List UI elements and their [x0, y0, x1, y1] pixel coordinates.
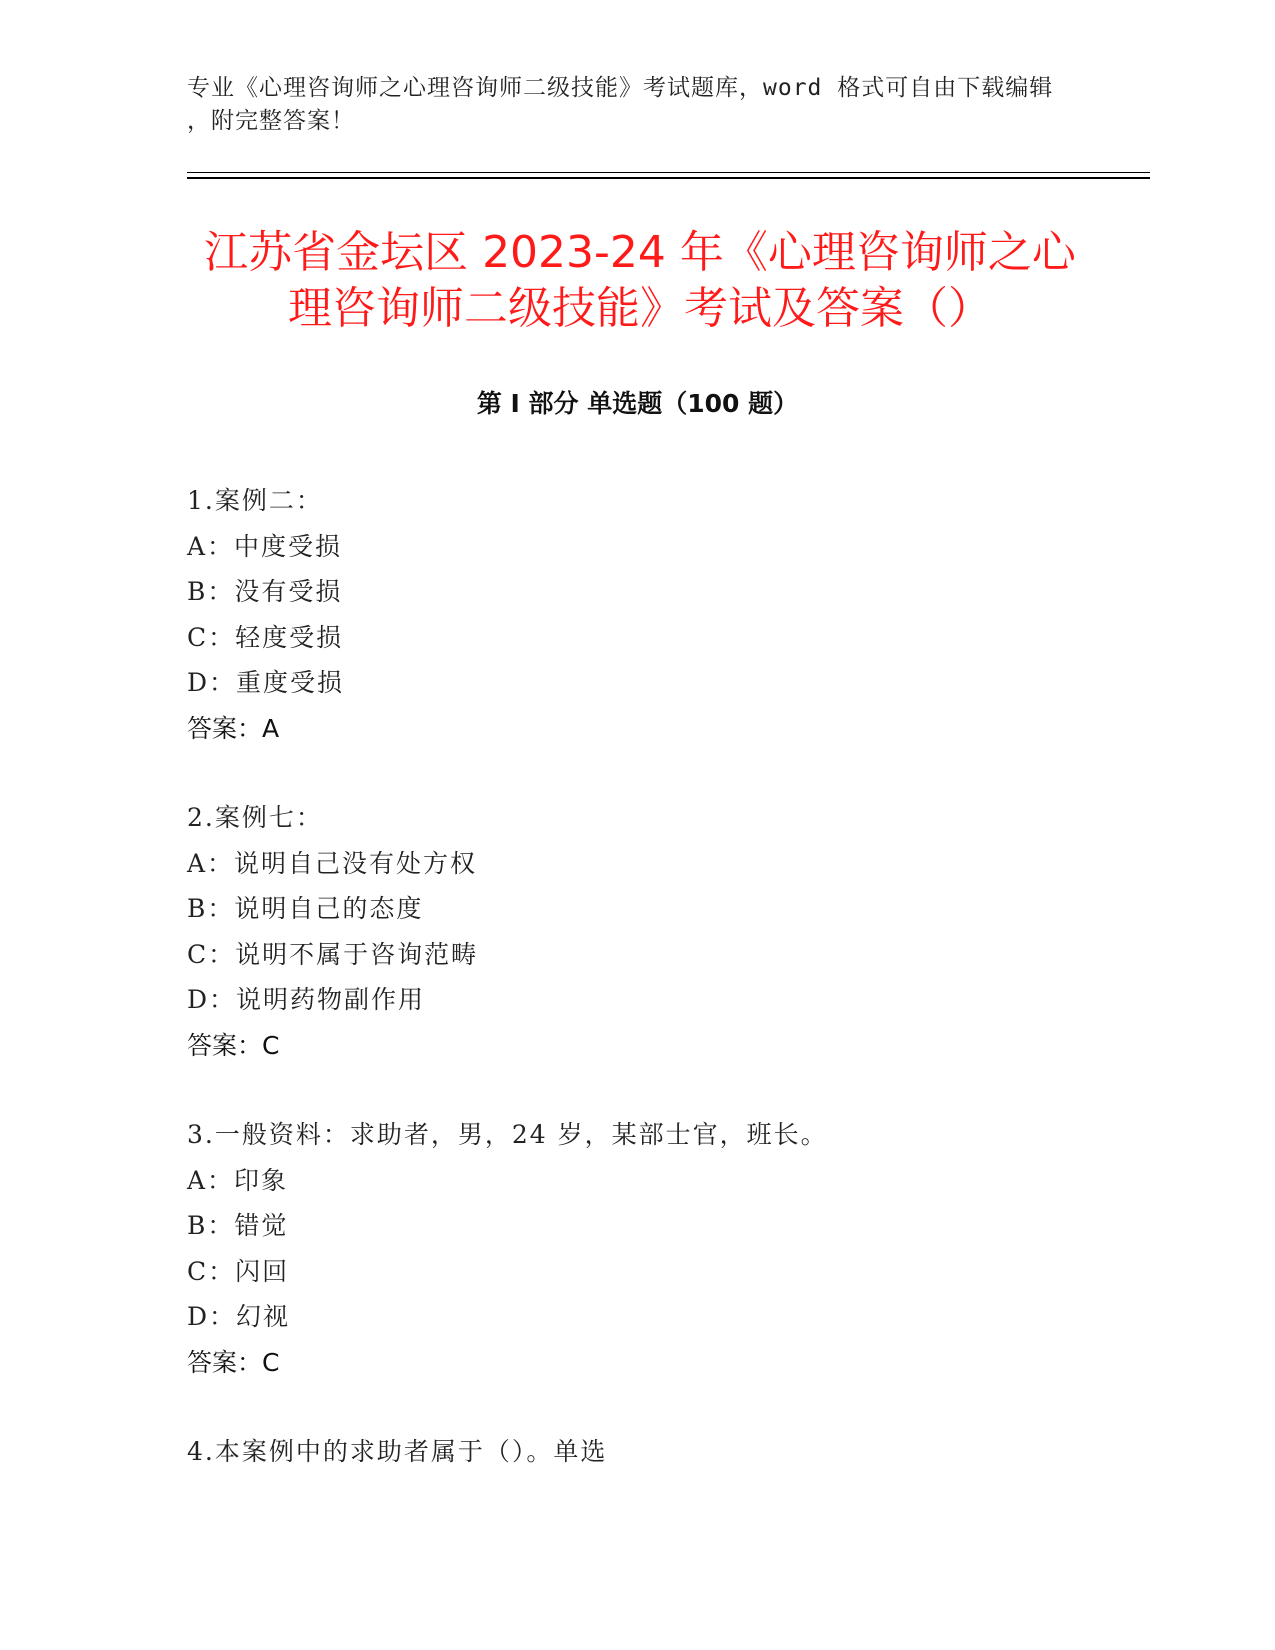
header-note [187, 72, 1087, 138]
option-b: B：没有受损 [187, 577, 343, 606]
header-note-line-1: 专业《心理咨询师之心理咨询师二级技能》考试题库，word 格式可自由下载编辑 [187, 75, 1054, 101]
option-b: B：错觉 [187, 1211, 289, 1240]
question-list [187, 478, 1087, 1519]
answer: 答案：A [187, 713, 280, 743]
option-c: C：说明不属于咨询范畴 [187, 939, 479, 969]
header-note-line-2: ，附完整答案！ [187, 108, 355, 134]
option-c: C：轻度受损 [187, 622, 344, 652]
question-3 [187, 1112, 1087, 1385]
answer: 答案：C [187, 1347, 280, 1377]
question-stem: 2.案例七： [187, 803, 323, 832]
question-stem: 4.本案例中的求助者属于（）。单选 [187, 1437, 608, 1466]
option-a: A：印象 [187, 1165, 289, 1195]
option-a: A：说明自己没有处方权 [187, 848, 478, 878]
document-title-line-2: 理咨询师二级技能》考试及答案（） [288, 283, 992, 334]
section-title: 第 I 部分 单选题（100 题） [476, 389, 799, 418]
option-b: B：说明自己的态度 [187, 894, 424, 923]
question-1 [187, 478, 1087, 751]
header-rule-thin [187, 172, 1150, 173]
option-d: D：重度受损 [187, 668, 345, 697]
question-2 [187, 795, 1087, 1068]
question-4 [187, 1429, 1087, 1475]
document-title-line-1: 江苏省金坛区 2023-24 年《心理咨询师之心 [204, 227, 1076, 278]
option-a: A：中度受损 [187, 531, 343, 561]
answer: 答案：C [187, 1030, 280, 1060]
question-stem: 3.一般资料：求助者，男，24 岁，某部士官，班长。 [187, 1120, 828, 1149]
option-d: D：幻视 [187, 1302, 291, 1331]
option-c: C：闪回 [187, 1256, 290, 1286]
header-rule-thick [187, 177, 1150, 179]
question-stem: 1.案例二： [187, 486, 323, 515]
option-d: D：说明药物副作用 [187, 985, 426, 1014]
document-title [150, 225, 1130, 337]
